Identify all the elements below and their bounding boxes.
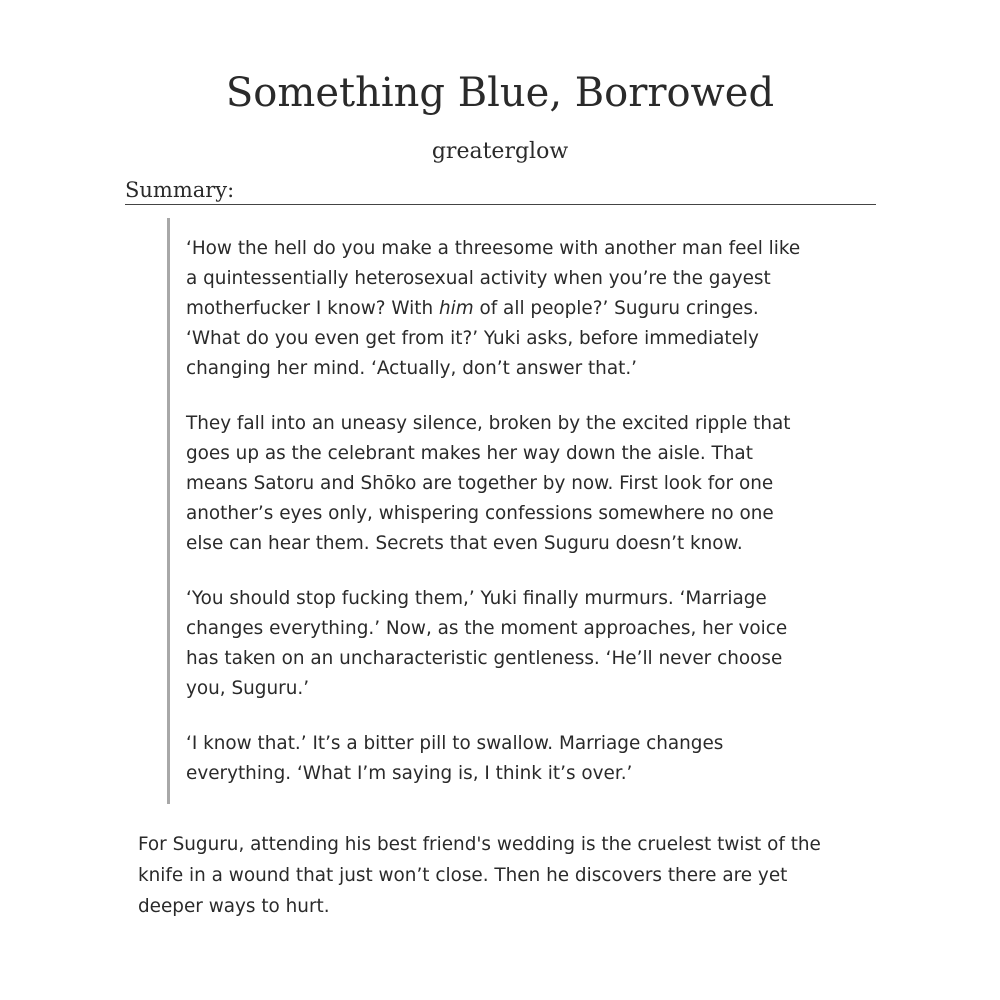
quote-p1-text-before: ‘How the hell do you make a threesome with another man feel like a quintessentially heterosexual activity when you’re the gayest motherfucker I know? With [186, 238, 801, 319]
quote-paragraph-4: ‘I know that.’ It’s a bitter pill to swallow. Marriage changes everything. ‘What I’m saying is, I think it’s over.’ [186, 733, 724, 784]
author-name[interactable]: greaterglow [431, 139, 569, 164]
summary-heading: Summary: [125, 176, 876, 205]
summary-blockquote [167, 218, 860, 804]
work-title: Something Blue, Borrowed [225, 70, 775, 116]
summary-paragraph: For Suguru, attending his best friend's wedding is the cruelest twist of the knife in a wound that just won’t close. Then he discovers there are yet deeper ways to hurt. [138, 834, 821, 917]
quote-p1-text-after: of all people?’ Suguru cringes. ‘What do you even get from it?’ Yuki asks, before immediately changing her mind. ‘Actually, don’t answer that.’ [186, 298, 759, 379]
quote-paragraph-2: They fall into an uneasy silence, broken by the excited ripple that goes up as the celebrant makes her way down the aisle. That means Satoru and Shōko are together by now. First look for one another’s eyes only, whispering confessions somewhere no one else can hear them. Secrets that even Suguru doesn’t know. [186, 413, 791, 554]
quote-paragraph-1 [186, 234, 856, 384]
quote-p1-emphasis: him [438, 298, 474, 319]
blockquote-text [186, 218, 856, 814]
quote-paragraph-3: ‘You should stop fucking them,’ Yuki finally murmurs. ‘Marriage changes everything.’ Now, as the moment approaches, her voice has taken on an uncharacteristic gentleness. ‘He’ll never choose you, Suguru.’ [186, 588, 788, 699]
